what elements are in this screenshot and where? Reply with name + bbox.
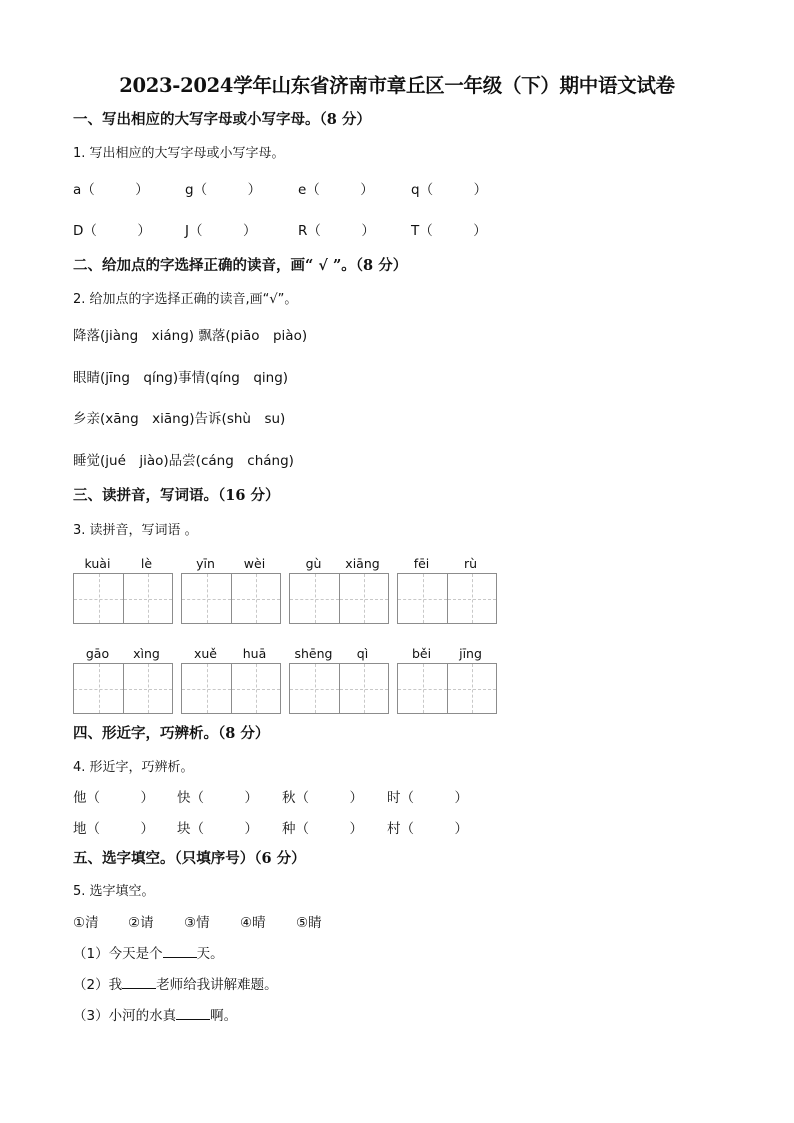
option-item: ②请: [128, 915, 154, 931]
fill-blank-suffix: 老师给我讲解难题。: [156, 977, 278, 993]
pinyin-label: xiāng: [345, 556, 380, 571]
fill-blank-item: [73, 1004, 237, 1024]
page-title: 2023-2024学年山东省济南市章丘区一年级（下）期中语文试卷: [119, 74, 675, 97]
letter-item: J（ ）: [185, 223, 257, 239]
pinyin-choice-line: 眼睛(jīng qíng)事情(qíng qing): [73, 370, 289, 386]
pinyin-label: kuài: [84, 556, 111, 571]
answer-blank[interactable]: [163, 945, 197, 958]
question-2-prompt: 2. 给加点的字选择正确的读音,画“√”。: [73, 292, 298, 307]
writing-grid[interactable]: [73, 573, 173, 624]
question-1-prompt: 1. 写出相应的大写字母或小写字母。: [73, 146, 285, 161]
pinyin-label: xìng: [133, 646, 160, 661]
section-1-heading: 一、写出相应的大写字母或小写字母。（8 分）: [73, 111, 371, 128]
pinyin-label: qì: [356, 646, 369, 661]
pinyin-label: běi: [411, 646, 432, 661]
letter-item: g（ ）: [185, 182, 262, 198]
letter-item: D（ ）: [73, 223, 151, 239]
pinyin-label: fēi: [413, 556, 430, 571]
writing-grid[interactable]: [181, 663, 281, 714]
option-item: ④晴: [240, 915, 266, 931]
pinyin-label: xuě: [193, 646, 217, 661]
letter-item: e（ ）: [298, 182, 374, 198]
fill-blank-prefix: （1）今天是个: [73, 946, 163, 962]
question-5-prompt: 5. 选字填空。: [73, 884, 155, 899]
pinyin-choice-line: 乡亲(xāng xiāng)告诉(shù su): [73, 411, 286, 427]
char-item: 快（ ）: [177, 790, 258, 806]
option-item: ⑤睛: [296, 915, 322, 931]
section-2-heading: 二、给加点的字选择正确的读音，画“ √ ”。（8 分）: [73, 257, 408, 274]
letter-item: T（ ）: [411, 223, 487, 239]
writing-grid[interactable]: [181, 573, 281, 624]
option-item: ①清: [73, 915, 99, 931]
answer-blank[interactable]: [176, 1007, 210, 1020]
char-item: 村（ ）: [387, 821, 468, 837]
letter-item: R（ ）: [298, 223, 375, 239]
fill-blank-prefix: （3）小河的水真: [73, 1008, 177, 1024]
writing-grid[interactable]: [289, 663, 389, 714]
section-3-heading: 三、读拼音，写词语。（16 分）: [73, 487, 280, 504]
char-item: 时（ ）: [387, 790, 468, 806]
pinyin-label: gāo: [85, 646, 110, 661]
writing-grid[interactable]: [289, 573, 389, 624]
pinyin-label: gù: [305, 556, 322, 571]
pinyin-label: wèi: [243, 556, 266, 571]
pinyin-label: yīn: [196, 556, 215, 571]
letter-item: a（ ）: [73, 182, 149, 198]
fill-blank-prefix: （2）我: [73, 977, 123, 993]
fill-blank-suffix: 啊。: [210, 1008, 238, 1024]
pinyin-label: huā: [242, 646, 267, 661]
char-item: 秋（ ）: [282, 790, 363, 806]
question-3-prompt: 3. 读拼音，写词语 。: [73, 523, 198, 538]
char-item: 地（ ）: [73, 821, 154, 837]
pinyin-label: shēng: [294, 646, 333, 661]
writing-grid[interactable]: [397, 573, 497, 624]
char-item: 种（ ）: [282, 821, 363, 837]
section-4-heading: 四、形近字，巧辨析。（8 分）: [73, 725, 270, 742]
fill-blank-item: [73, 973, 278, 993]
fill-blank-item: [73, 942, 224, 962]
letter-item: q（ ）: [411, 182, 488, 198]
option-item: ③情: [184, 915, 210, 931]
char-item: 块（ ）: [177, 821, 258, 837]
answer-blank[interactable]: [122, 976, 156, 989]
writing-grid[interactable]: [73, 663, 173, 714]
pinyin-choice-line: 睡觉(jué jiào)品尝(cáng cháng): [73, 453, 294, 469]
pinyin-label: jīng: [459, 646, 482, 661]
section-5-heading: 五、选字填空。（只填序号）（6 分）: [73, 850, 306, 867]
question-4-prompt: 4. 形近字，巧辨析。: [73, 760, 194, 775]
char-item: 他（ ）: [73, 790, 154, 806]
writing-grid[interactable]: [397, 663, 497, 714]
pinyin-label: lè: [140, 556, 153, 571]
fill-blank-suffix: 天。: [196, 946, 224, 962]
pinyin-label: rù: [463, 556, 478, 571]
pinyin-choice-line: 降落(jiàng xiáng) 飘落(piāo piào): [73, 328, 308, 344]
